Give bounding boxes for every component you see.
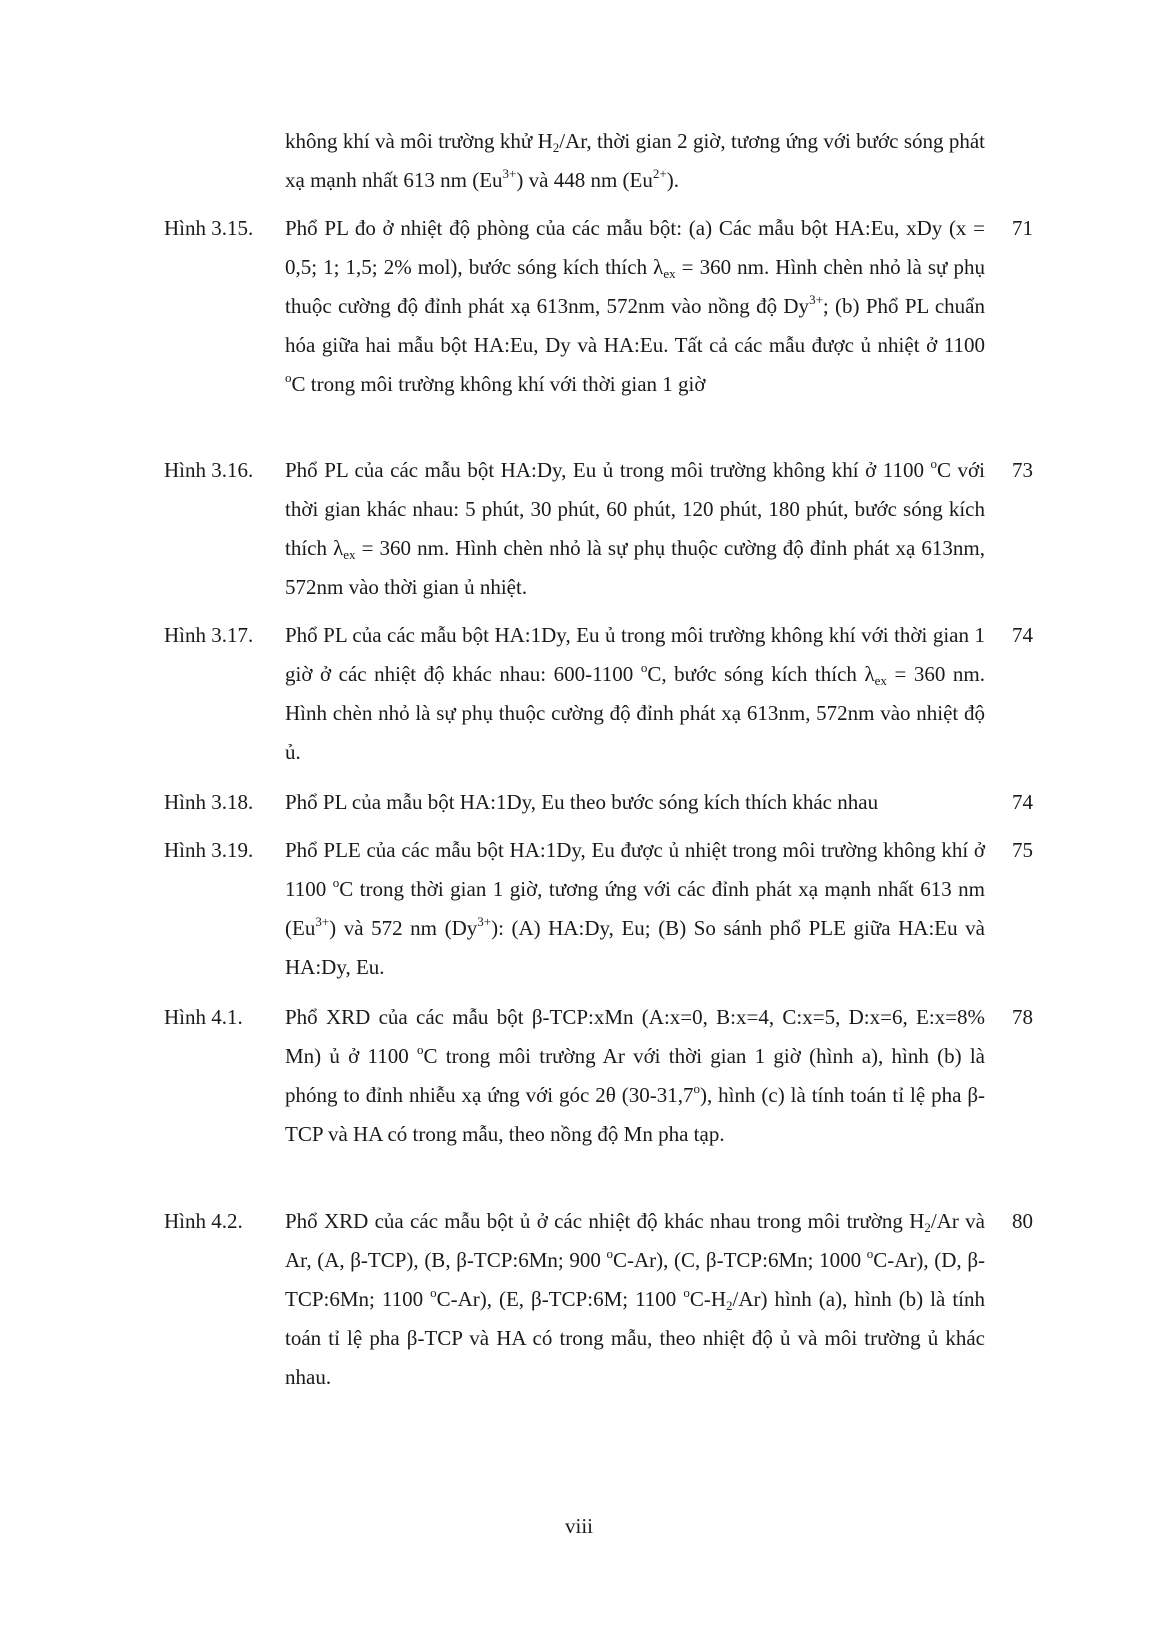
page-number: 74	[1012, 790, 1033, 814]
figure-label: Hình 4.2.	[164, 1209, 243, 1233]
page-number: 71	[1012, 216, 1033, 240]
page-folio: viii	[564, 1514, 593, 1538]
page-number: 78	[1012, 1005, 1033, 1029]
page-number: 80	[1012, 1209, 1033, 1233]
entry-text: Phổ PL của các mẫu bột HA:Dy, Eu ủ trong môi trường không khí ở 1100 $^o$C với thời gian khác nhau: 5 phút, 30 phút, 60 phút, 120 phút, 180 phút, bước sóng kích thích $\lambda_{ex} = 360$ nm. Hình chèn nhỏ là sự phụ thuộc cường độ đỉnh phát xạ 613nm, 572nm vào thời gian ủ nhiệt.	[285, 456, 986, 599]
entry-text: Phổ XRD của các mẫu bột β-TCP:xMn (A:x=0, B:x=4, C:x=5, D:x=6, E:x=8% Mn) ủ ở 1100 $^o$C trong môi trường Ar với thời gian 1 giờ (hình a), hình (b) là phóng to đỉnh nhiễu xạ ứng với góc 2θ (30-31,7$^o$), hình (c) là tính toán tỉ lệ pha β-TCP và HA có trong mẫu, theo nồng độ Mn pha tạp.	[285, 1005, 985, 1146]
page-number: 74	[1012, 623, 1033, 647]
page-number: 75	[1012, 838, 1033, 862]
figure-label: Hình 4.1.	[164, 1005, 243, 1029]
entry-text: Phổ PLE của các mẫu bột HA:1Dy, Eu được ủ nhiệt trong môi trường không khí ở 1100 $^o$C trong thời gian 1 giờ, tương ứng với các đỉnh phát xạ mạnh nhất 613 nm $(Eu^{3+})$ và 572 nm $(Dy^{3+})$: (A) HA:Dy, Eu; (B) So sánh phổ PLE giữa HA:Eu và HA:Dy, Eu.	[285, 838, 985, 979]
figure-label: Hình 3.16.	[164, 458, 254, 482]
figure-label: Hình 3.18.	[164, 790, 254, 814]
entry-text: không khí và môi trường khử $H_2/Ar$, thời gian 2 giờ, tương ứng với bước sóng phát xạ mạnh nhất 613 nm $(Eu^{3+})$ và 448 nm $(Eu^{2+})$.	[285, 129, 985, 192]
entry-text: Phổ XRD của các mẫu bột ủ ở các nhiệt độ khác nhau trong môi trường $H_2/Ar$ và Ar, (A, β-TCP), (B, β-TCP:6Mn; 900 $^o$C-Ar), (C, β-TCP:6Mn; 1000 $^o$C-Ar), (D, β-TCP:6Mn; 1100 $^o$C-Ar), (E, β-TCP:6M; 1100 $^oC-H_2/Ar$) hình (a), hình (b) là tính toán tỉ lệ pha β-TCP và HA có trong mẫu, theo nhiệt độ ủ và môi trường ủ khác nhau.	[285, 1209, 985, 1389]
figure-label: Hình 3.17.	[164, 623, 254, 647]
figure-label: Hình 3.15.	[164, 216, 254, 240]
page-number: 73	[1012, 458, 1033, 482]
figure-label: Hình 3.19.	[164, 838, 254, 862]
entry-text: Phổ PL của mẫu bột HA:1Dy, Eu theo bước sóng kích thích khác nhau	[285, 790, 879, 814]
entry-text: Phổ PL của các mẫu bột HA:1Dy, Eu ủ trong môi trường không khí với thời gian 1 giờ ở các nhiệt độ khác nhau: 600-1100 $^o$C, bước sóng kích thích $\lambda_{ex} = 360$ nm. Hình chèn nhỏ là sự phụ thuộc cường độ đỉnh phát xạ 613nm, 572nm vào nhiệt độ ủ.	[285, 623, 985, 764]
entry-text: Phổ PL đo ở nhiệt độ phòng của các mẫu bột: (a) Các mẫu bột HA:Eu, xDy (x = 0,5; 1; 1,5; 2% mol), bước sóng kích thích $\lambda_{ex} = 360$ nm. Hình chèn nhỏ là sự phụ thuộc cường độ đỉnh phát xạ 613nm, 572nm vào nồng độ $Dy^{3+}$; (b) Phổ PL chuẩn hóa giữa hai mẫu bột HA:Eu, Dy và HA:Eu. Tất cả các mẫu được ủ nhiệt ở 1100 $^o$C trong môi trường không khí với thời gian 1 giờ	[285, 216, 986, 396]
